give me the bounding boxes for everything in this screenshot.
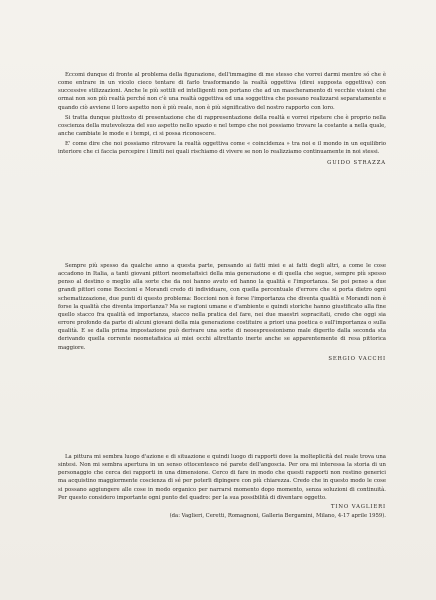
author-signature: SERGIO VACCHI <box>328 355 386 362</box>
statement-vacchi <box>58 262 386 363</box>
statement-paragraph: E' come dire che noi possiamo ritrovare la realtà oggettiva come « coincidenza » tra noi e il mondo in un equilibrio interiore che ci faccia percepire i limiti nei quali rischiamo di vivere se non lo realizziamo continuamente in noi stessi. <box>58 141 386 156</box>
author-signature: TINO VAGLIERI <box>330 503 386 510</box>
statement-paragraph: La pittura mi sembra luogo d'azione e di situazione e quindi luogo di rapporti dove la molteplicità del reale trova una sintesi. Non mi sembra apertura in un senso ottocentesco né parete dell'angoscia. Per ora mi interessa la storia di un personaggio che cerca dei rapporti in una dimensione. Cerco di fare in modo che questi rapporti non restino generici ma acquistino maggiormente coscienza di sé per poterli dipingere con più chiarezza. Credo che in questo modo le cose si possano aggiungere alle cose in modo organico per narrarsi momento dopo momento, senza soluzioni di continuità. Per questo considero importante ogni punto del quadro: per la sua possibilità di diventare oggetto. <box>58 454 386 501</box>
source-citation: (da: Vaglieri, Ceretti, Romagnoni, Galleria Bergamini, Milano, 4-17 aprile 1959). <box>169 512 386 519</box>
statement-vaglieri <box>58 453 386 520</box>
statement-paragraph: Sempre più spesso da qualche anno a questa parte, pensando ai fatti miei e ai fatti degli altri, a come le cose accadono in Italia, a tanti giovani pittori neometafisici della mia generazione e di quella che segue, sempre più spesso penso al destino o meglio alla sorte che da noi hanno avuto ed hanno la qualità e l'importanza. Se poi penso a due grandi pittori come Boccioni e Morandi credo di individuare, con quella percentuale d'errore che si porta dietro ogni schematizzazione, due punti di questo problema: Boccioni non è forse l'importanza che diventa qualità e Morandi non è forse la qualità che diventa importanza? Ma se ragioni umane e d'ambiente e quindi storiche hanno giustificato alla fine quello stacco fra qualità ed importanza, stacco nella pratica del fare, nei due maestri sopracitati, credo che oggi sia errore profondo da parte di alcuni giovani della mia generazione costituire a priori una poetica o sull'importanza o sulla qualità. E se dalla prima impostazione può derivare una sorte di neoespressionismo male digerito dalla seconda sta derivando quella corrente neometafisica ai miei occhi altrettanto inerte anche se apparentemente di resa pittorica maggiore. <box>58 263 386 351</box>
statement-strazza <box>58 71 386 167</box>
statement-paragraph: Eccomi dunque di fronte al problema della figurazione, dell'immagine di me stesso che vorrei darmi mentre só che è come entrare in un vicolo cieco tentare di farlo trasformando la realtà oggettiva (direi supposta oggettiva) con successive stilizzazioni. Anche le più sottili ed intelligenti non portano che ad un mascheramento di vecchie visioni che ormai non son più realtà perché non c'è una realtà oggettiva ed una soggettiva che possano realizzarsi separatamente e quando ciò avviene il loro aspetto non è più reale, non è più significativo del nostro rapporto con loro. <box>58 72 386 111</box>
statement-paragraph: Si tratta dunque piuttosto di presentazione che di rappresentazione della realtà e vorrei ripetere che è proprio nella coscienza della mutevolezza del suo aspetto nello spazio e nel tempo che noi possiamo trovare la costante a nella quale, anche cambiate le mode e i tempi, ci si possa riconoscere. <box>58 114 386 138</box>
author-signature: GUIDO STRAZZA <box>327 159 386 166</box>
